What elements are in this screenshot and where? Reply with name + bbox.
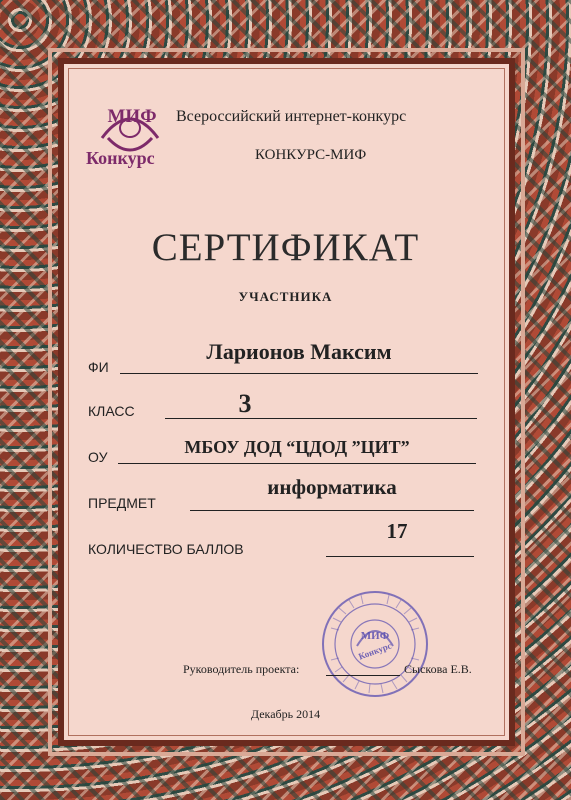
school-underline bbox=[118, 463, 476, 464]
score-label: КОЛИЧЕСТВО БАЛЛОВ bbox=[88, 541, 244, 557]
score-value: 17 bbox=[386, 519, 408, 543]
subject-underline bbox=[190, 510, 474, 511]
certificate-subtitle: УЧАСТНИКА bbox=[238, 289, 333, 304]
name-value: Ларионов Максим bbox=[206, 339, 392, 364]
logo-konkurs-text: Конкурс bbox=[86, 148, 155, 168]
official-stamp bbox=[319, 588, 431, 700]
organizer-title: Всероссийский интернет-конкурс bbox=[176, 108, 407, 125]
contest-logo bbox=[88, 104, 172, 168]
name-underline bbox=[120, 373, 478, 374]
school-label: ОУ bbox=[88, 449, 108, 465]
stamp-center-bottom: Конкурс bbox=[357, 640, 393, 662]
grade-label: КЛАСС bbox=[88, 403, 135, 419]
contest-name: КОНКУРС-МИФ bbox=[255, 147, 367, 163]
score-underline bbox=[326, 556, 474, 557]
logo-mif-text: МИФ bbox=[107, 106, 157, 127]
school-value: МБОУ ДОД “ЦДОД ”ЦИТ” bbox=[184, 437, 410, 457]
signer-role: Руководитель проекта: bbox=[183, 662, 300, 676]
signer-name: Сыскова Е.В. bbox=[404, 662, 472, 676]
grade-value: 3 bbox=[238, 389, 252, 418]
subject-label: ПРЕДМЕТ bbox=[88, 495, 156, 511]
signature-line bbox=[326, 675, 400, 676]
grade-underline bbox=[165, 418, 477, 419]
subject-value: информатика bbox=[267, 475, 397, 499]
issue-date: Декабрь 2014 bbox=[250, 707, 321, 721]
certificate-title: СЕРТИФИКАТ bbox=[151, 226, 420, 269]
stamp-seal-icon bbox=[319, 588, 431, 700]
name-label: ФИ bbox=[88, 359, 109, 375]
stamp-center-top: МИФ bbox=[360, 630, 390, 642]
